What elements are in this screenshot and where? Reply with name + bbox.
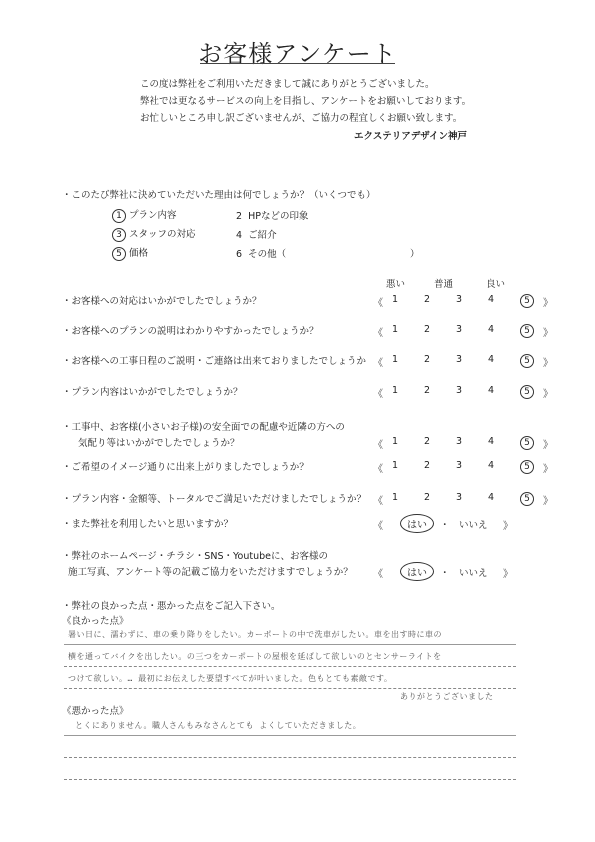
q1-option-6[interactable] [236, 246, 286, 260]
yesno-q2-no[interactable]: いいえ [459, 568, 488, 579]
rating-option-3[interactable]: 3 [456, 436, 463, 447]
intro-line-2: 弊社では更なるサービスの向上を目指し、アンケートをお願いしております。 [140, 96, 472, 107]
rating-question-5-text: ・工事中、お客様(小さいお子様)の安全面での配慮や近隣の方への [62, 422, 345, 433]
rating-open-paren: 《 [373, 328, 383, 339]
option-label: その他（ [248, 249, 287, 260]
rating-option-5[interactable]: 5 [520, 354, 534, 368]
rating-option-1[interactable]: 1 [392, 492, 399, 503]
rating-option-1[interactable]: 1 [392, 354, 399, 365]
rating-option-1[interactable]: 1 [392, 460, 399, 471]
good-label: 《良かった点》 [62, 616, 129, 627]
option-number: 6 [236, 249, 243, 260]
bad-comment-line-1: とくにありません。職人さんもみなさんとても よくしていただきました。 [75, 721, 362, 730]
yesno-q2-close: 》 [503, 569, 513, 580]
good-comment-line-1: 暑い日に、濡わずに、車の乗り降りをしたい。カーポートの中で洗車がしたい。車を出す時に車の [68, 630, 442, 639]
rating-option-5[interactable]: 5 [520, 324, 534, 338]
yes-option: はい [400, 514, 434, 533]
scale-good: 良い [486, 279, 506, 290]
page-title: お客様アンケート [198, 40, 397, 68]
rating-close-paren: 》 [543, 464, 553, 475]
yesno-q1-no[interactable]: いいえ [459, 520, 488, 531]
rating-open-paren: 《 [373, 358, 383, 369]
rating-option-3[interactable]: 3 [456, 294, 463, 305]
rating-close-paren: 》 [543, 440, 553, 451]
rating-option-2[interactable]: 2 [424, 294, 431, 305]
option-label: 価格 [129, 248, 149, 259]
comment-rule [64, 666, 516, 667]
rating-open-paren: 《 [373, 496, 383, 507]
option-label: ご紹介 [248, 230, 277, 241]
rating-option-3[interactable]: 3 [456, 460, 463, 471]
yesno-q1-text: ・また弊社を利用したいと思いますか？ [62, 519, 234, 530]
yesno-q1-open: 《 [373, 521, 383, 532]
intro-line-3: お忙しいところ申し訳ございませんが、ご協力の程宜しくお願い致します。 [140, 113, 463, 124]
rating-close-paren: 》 [543, 358, 553, 369]
comment-rule [64, 644, 516, 645]
comment-rule [64, 757, 516, 758]
option-number: 1 [112, 209, 126, 223]
rating-option-3[interactable]: 3 [456, 324, 463, 335]
rating-option-4[interactable]: 4 [488, 492, 495, 503]
rating-scale-2 [392, 324, 534, 338]
rating-scale-6 [392, 460, 534, 474]
comment-rule [64, 735, 516, 736]
yesno-q1-close: 》 [503, 521, 513, 532]
yesno-q2-text: ・弊社のホームページ・チラシ・SNS・Youtubeに、お客様の [62, 551, 328, 562]
rating-question-4-text: ・プラン内容はいかがでしたでしょうか？ [62, 387, 243, 398]
rating-open-paren: 《 [373, 298, 383, 309]
rating-option-2[interactable]: 2 [424, 492, 431, 503]
rating-option-1[interactable]: 1 [392, 324, 399, 335]
rating-open-paren: 《 [373, 464, 383, 475]
q1-text: ・このたび弊社に決めていただいた理由は何でしょうか？（いくつでも） [62, 190, 376, 201]
option-label: プラン内容 [129, 210, 177, 221]
rating-open-paren: 《 [373, 440, 383, 451]
rating-option-2[interactable]: 2 [424, 460, 431, 471]
q1-option-5[interactable] [112, 245, 148, 261]
rating-scale-7 [392, 492, 534, 506]
rating-scale-5 [392, 436, 534, 450]
q1-option-1[interactable] [112, 207, 177, 223]
rating-question-7-text: ・プラン内容・金額等、トータルでご満足いただけましたでしょうか？ [62, 494, 367, 505]
yesno-q1-dot: ・ [440, 520, 450, 531]
rating-close-paren: 》 [543, 389, 553, 400]
rating-option-5[interactable]: 5 [520, 492, 534, 506]
scale-mid: 普通 [434, 279, 454, 290]
q1-other-close: ） [410, 249, 420, 260]
rating-open-paren: 《 [373, 389, 383, 400]
yesno-q2-open: 《 [373, 569, 383, 580]
rating-close-paren: 》 [543, 328, 553, 339]
rating-option-2[interactable]: 2 [424, 436, 431, 447]
intro-line-1: この度は弊社をご利用いただきまして誠にありがとうございました。 [140, 79, 435, 90]
rating-option-4[interactable]: 4 [488, 354, 495, 365]
q1-option-3[interactable] [112, 226, 196, 242]
option-label: スタッフの対応 [129, 229, 196, 240]
rating-option-3[interactable]: 3 [456, 385, 463, 396]
rating-option-2[interactable]: 2 [424, 324, 431, 335]
rating-question-2-text: ・お客様へのプランの説明はわかりやすかったでしょうか？ [62, 326, 319, 337]
rating-question-3-text: ・お客様への工事日程のご説明・ご連絡は出来ておりましたでしょうか [62, 356, 367, 367]
comment-rule [64, 688, 516, 689]
rating-option-3[interactable]: 3 [456, 354, 463, 365]
rating-option-4[interactable]: 4 [488, 294, 495, 305]
rating-close-paren: 》 [543, 496, 553, 507]
yesno-q2-yes[interactable] [400, 562, 434, 581]
yesno-q2-dot: ・ [440, 568, 450, 579]
rating-option-2[interactable]: 2 [424, 385, 431, 396]
rating-option-4[interactable]: 4 [488, 385, 495, 396]
rating-question-5-text2: 気配り等はいかがでしたでしょうか？ [78, 438, 240, 449]
bad-label: 《悪かった点》 [62, 706, 129, 717]
rating-option-1[interactable]: 1 [392, 436, 399, 447]
option-number: 2 [236, 211, 243, 222]
rating-scale-3 [392, 354, 534, 368]
good-comment-line-2: 横を通ってバイクを出したい。の三つをカーポートの屋根を延ばして欲しいのとセンサーライトを [68, 652, 442, 661]
good-comment-line-3: つけて欲しい。… 最初にお伝えした要望すべてが叶いました。色もとても素敵です。 [68, 674, 393, 683]
q1-option-2[interactable] [236, 208, 308, 222]
title-underline [200, 63, 395, 64]
option-number: 4 [236, 230, 243, 241]
rating-option-5[interactable]: 5 [520, 460, 534, 474]
rating-option-2[interactable]: 2 [424, 354, 431, 365]
q1-option-4[interactable] [236, 227, 277, 241]
option-label: HPなどの印象 [248, 211, 309, 222]
rating-option-4[interactable]: 4 [488, 324, 495, 335]
rating-scale-1 [392, 294, 534, 308]
rating-close-paren: 》 [543, 298, 553, 309]
comment-rule [64, 779, 516, 780]
rating-option-4[interactable]: 4 [488, 436, 495, 447]
rating-option-3[interactable]: 3 [456, 492, 463, 503]
yes-option: はい [400, 562, 434, 581]
scale-bad: 悪い [386, 279, 406, 290]
rating-option-5[interactable]: 5 [520, 436, 534, 450]
company-name: エクステリアデザイン神戸 [354, 131, 468, 142]
rating-option-5[interactable]: 5 [520, 385, 534, 399]
rating-question-6-text: ・ご希望のイメージ通りに出来上がりましたでしょうか？ [62, 462, 309, 473]
option-number: 3 [112, 228, 126, 242]
rating-question-1-text: ・お客様への対応はいかがでしたでしょうか？ [62, 296, 262, 307]
good-comment-thanks: ありがとうございました [400, 692, 494, 701]
yesno-q1-yes[interactable] [400, 514, 434, 533]
rating-option-4[interactable]: 4 [488, 460, 495, 471]
yesno-q2-text2: 施工写真、アンケート等の記載ご協力をいただけますでしょうか？ [68, 567, 353, 578]
rating-option-5[interactable]: 5 [520, 294, 534, 308]
rating-scale-4 [392, 385, 534, 399]
rating-option-1[interactable]: 1 [392, 294, 399, 305]
rating-option-1[interactable]: 1 [392, 385, 399, 396]
option-number: 5 [112, 247, 126, 261]
comments-prompt: ・弊社の良かった点・悪かった点をご記入下さい。 [62, 601, 281, 612]
